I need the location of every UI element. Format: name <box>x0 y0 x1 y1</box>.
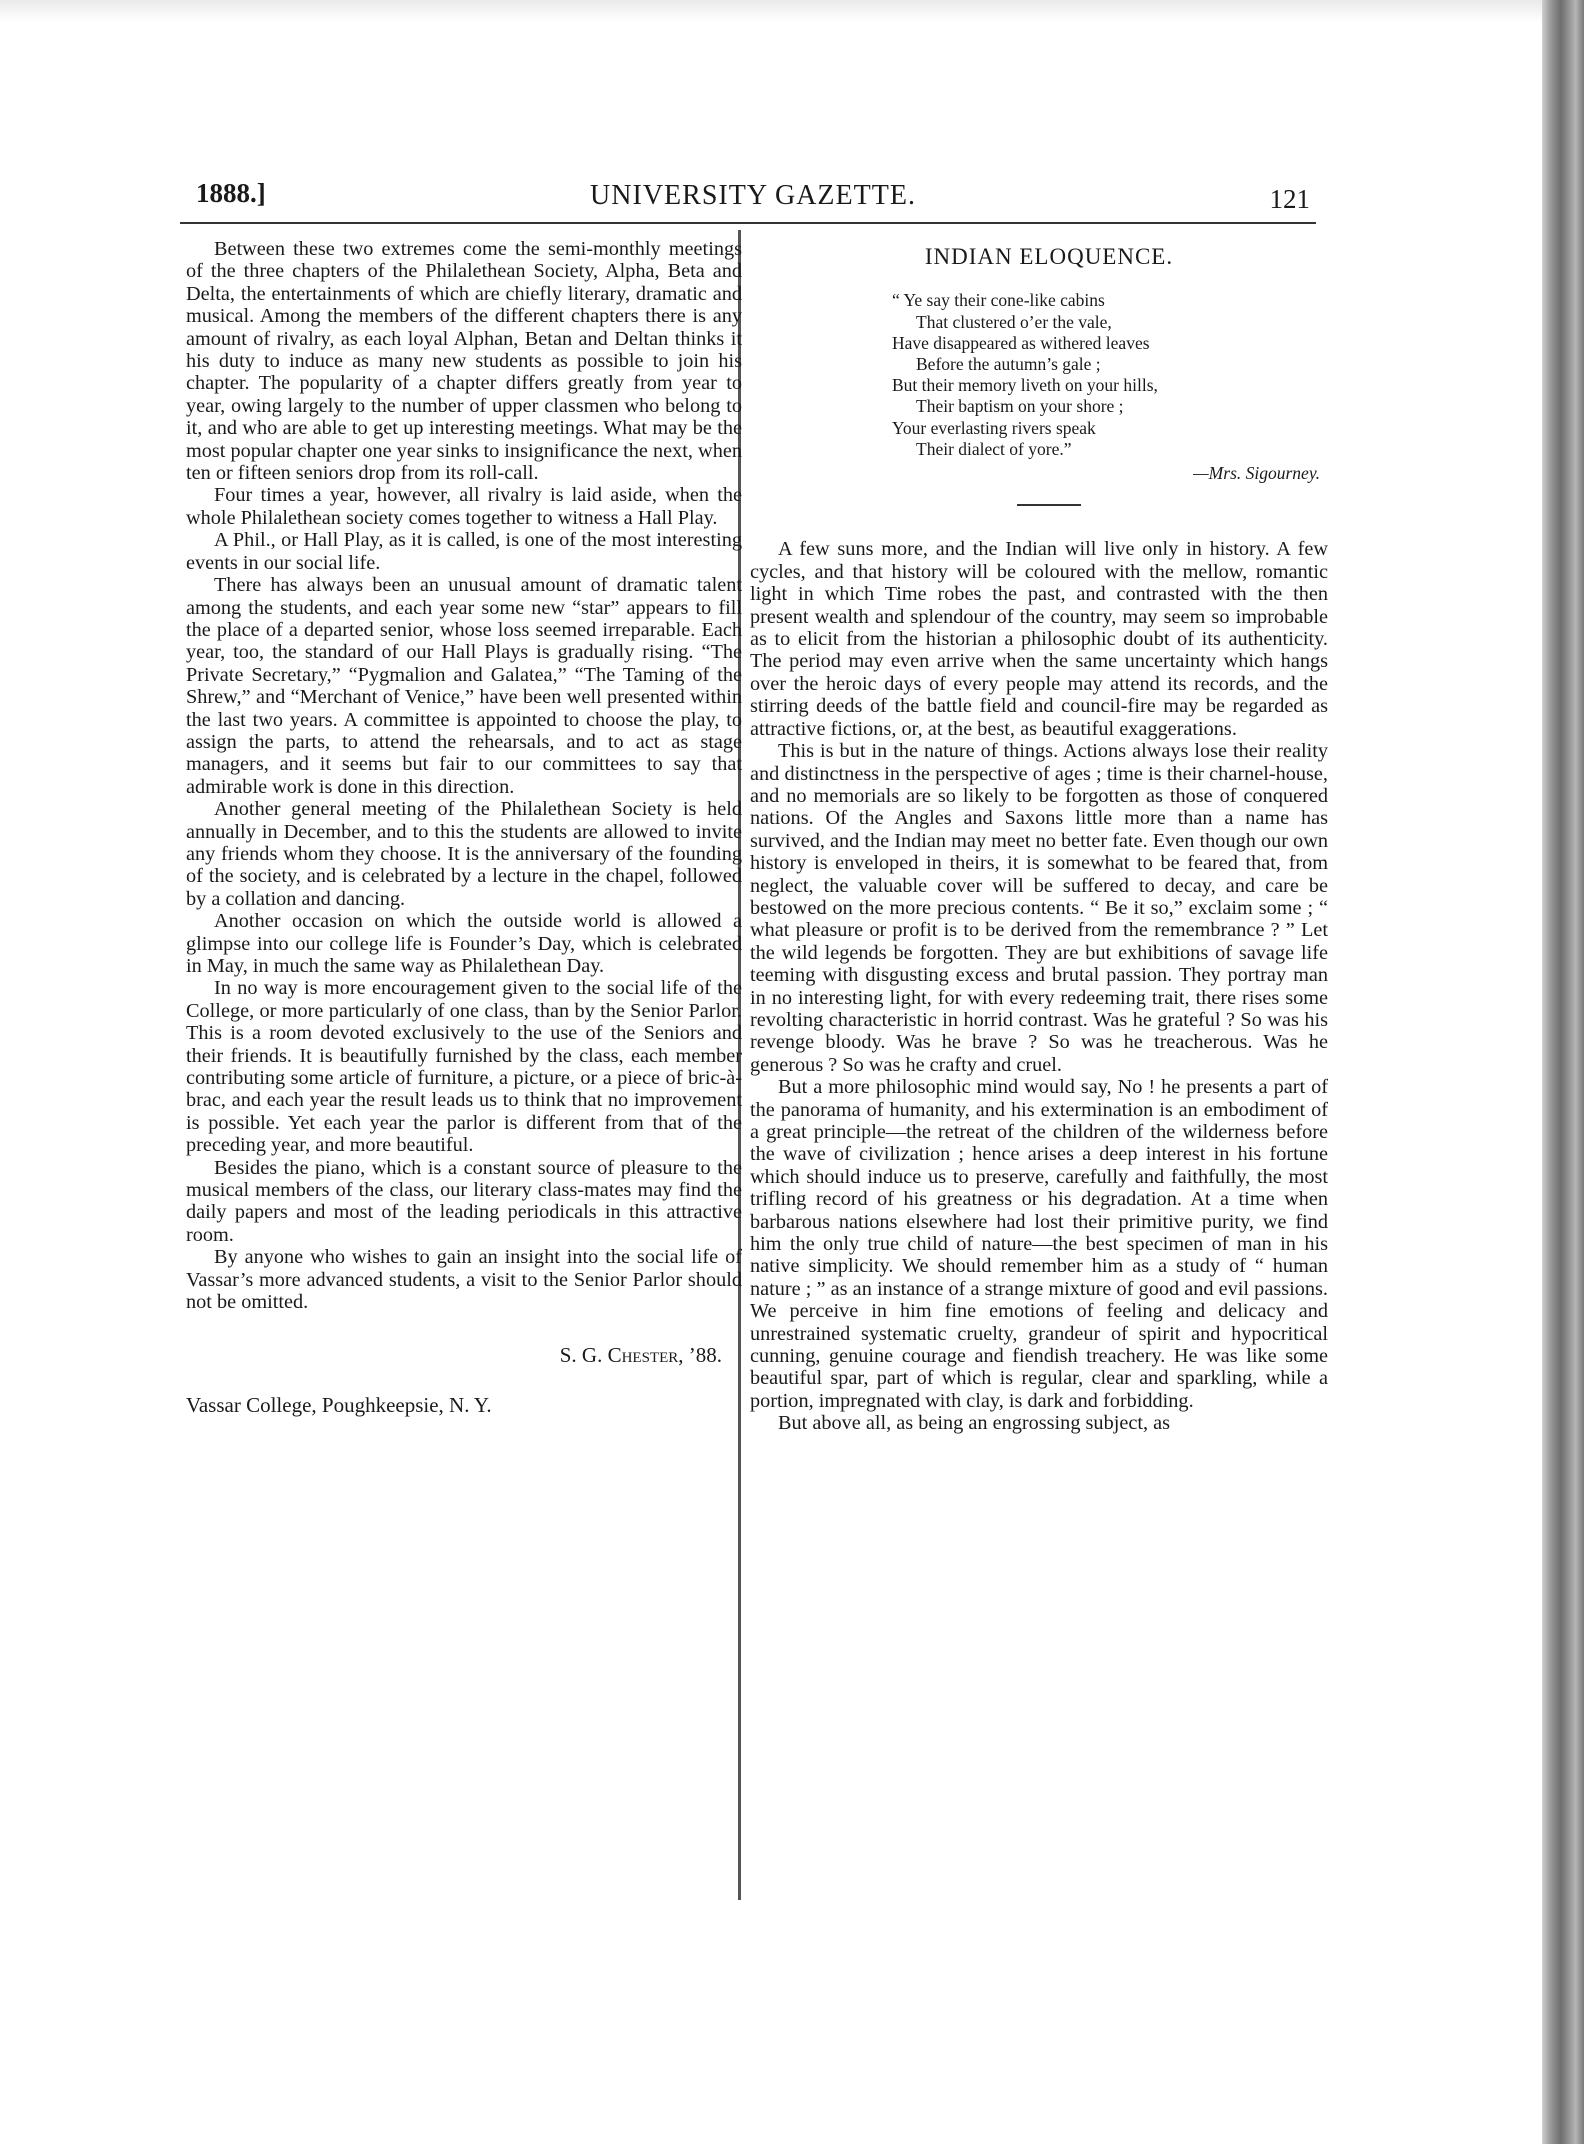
scan-top-shadow <box>0 0 1584 22</box>
page-number: 121 <box>1269 184 1310 214</box>
running-header <box>196 178 1310 218</box>
journal-title: UNIVERSITY GAZETTE. <box>590 180 916 211</box>
scan-page-edge <box>1542 0 1584 2144</box>
poem-line: “ Ye say their cone-like cabins <box>892 290 1105 311</box>
poem-line: Their dialect of yore.” <box>916 438 1072 459</box>
epigraph-poem <box>892 290 1328 460</box>
author-signature: S. G. Chester, ’88. <box>559 1342 722 1367</box>
left-column <box>186 238 742 1416</box>
paragraph: Besides the piano, which is a constant source of pleasure to the musical members of the class, our literary class-mates may find the daily papers and most of the leading periodicals in this attractive room. <box>186 1156 742 1246</box>
header-rule <box>180 222 1316 224</box>
poem-line: Before the autumn’s gale ; <box>916 354 1101 375</box>
poem-line: That clustered o’er the vale, <box>916 311 1112 332</box>
poem-line: Their baptism on your shore ; <box>916 396 1124 417</box>
paragraph: Between these two extremes come the semi-monthly meetings of the three chapters of the Philalethean Society, Alpha, Beta and Delta, the entertainments of which are chiefly literary, dramatic and musical. Among the members of the different chapters there is any amount of rivalry, as each loyal Alphan, Betan and Deltan thinks it his duty to induce as many new students as possible to join his chapter. The popularity of a chapter differs greatly from year to year, owing largely to the number of upper classmen who belong to it, and who are able to get up interesting meetings. What may be the most popular chapter one year sinks to insignificance the next, when ten or fifteen seniors drop from its roll-call. <box>186 238 742 485</box>
paragraph: A Phil., or Hall Play, as it is called, is one of the most interesting events in our social life. <box>186 529 742 574</box>
paragraph: Four times a year, however, all rivalry is laid aside, when the whole Philalethean society comes together to witness a Hall Play. <box>186 484 742 529</box>
paragraph: A few suns more, and the Indian will live only in history. A few cycles, and that history will be coloured with the mellow, romantic light in which Time robes the past, and contrasted with the then present wealth and splendour of the country, may seem so improbable as to elicit from the historian a philosophic doubt of its authenticity. The period may even arrive when the same uncertainty which hangs over the heroic days of every people may attend its records, and the stirring deeds of the battle field and council-fire may be regarded as attractive fictions, or, at the best, as beautiful exaggerations. <box>750 538 1328 740</box>
paragraph: But a more philosophic mind would say, No ! he presents a part of the panorama of humanity, and his extermination is an embodiment of a great principle—the retreat of the children of the wilderness before the wave of civilization ; hence arises a deep interest in his fortune which should induce us to preserve, carefully and faithfully, the most trifling record of his greatness or his degradation. At a time when barbarous nations elsewhere had lost their primitive purity, we find him the only true child of nature—the best specimen of man in his native simplicity. We should remember him as a study of “ human nature ; ” as an instance of a strange mixture of good and evil passions. We perceive in him fine emotions of feeling and delicacy and unrestrained systematic cruelty, grandeur of spirit and hypocritical cunning, genuine courage and fiendish treachery. He was like some beautiful spar, part of which is regular, clear and sparkling, while a portion, impregnated with clay, is dark and forbidding. <box>750 1076 1328 1412</box>
poem-attribution: —Mrs. Sigourney. <box>1193 463 1320 484</box>
poem-line: Your everlasting rivers speak <box>892 417 1096 438</box>
paragraph: This is but in the nature of things. Actions always lose their reality and distinctness in the perspective of ages ; time is their charnel-house, and no memorials are so likely to be forgotten as those of conquered nations. Of the Angles and Saxons little more than a name has survived, and the Indian may meet no better fate. Even though our own history is enveloped in theirs, it is somewhat to be feared that, from neglect, the valuable cover will be suffered to decay, and care be bestowed on the more precious contents. “ Be it so,” exclaim some ; “ what pleasure or profit is to be derived from the remembrance ? ” Let the wild legends be forgotten. They are but exhibitions of savage life teeming with disgusting excess and brutal passion. They portray man in no interesting light, for with every redeeming trait, there rises some revolting characteristic in horrid contrast. Was he grateful ? So was his revenge bloody. Was he brave ? So was he treacherous. Was he generous ? So was he crafty and cruel. <box>750 740 1328 1076</box>
paragraph: By anyone who wishes to gain an insight into the social life of Vassar’s more advanced students, a visit to the Senior Parlor should not be omitted. <box>186 1246 742 1314</box>
article-title: INDIAN ELOQUENCE. <box>924 244 1174 269</box>
paragraph: But above all, as being an engrossing subject, as <box>778 1412 1171 1435</box>
author-address: Vassar College, Poughkeepsie, N. Y. <box>186 1392 492 1417</box>
header-year: 1888.] <box>196 178 266 208</box>
paragraph: There has always been an unusual amount of dramatic talent among the students, and each year some new “star” appears to fill the place of a departed senior, whose loss seemed irreparable. Each year, too, the standard of our Hall Plays is gradually rising. “The Private Secretary,” “Pygmalion and Galatea,” “The Taming of the Shrew,” and “Merchant of Venice,” have been well presented within the last two years. A committee is appointed to choose the play, to assign the parts, to attend the rehearsals, and to act as stage managers, and it seems but fair to our committees to say that admirable work is done in this direction. <box>186 574 742 798</box>
poem-line: Have disappeared as withered leaves <box>892 332 1150 353</box>
paragraph: In no way is more encouragement given to the social life of the College, or more particularly of one class, than by the Senior Parlor. This is a room devoted exclusively to the use of the Seniors and their friends. It is beautifully furnished by the class, each member contributing some article of furniture, a picture, or a piece of bric-à-brac, and each year the result leads us to think that no improvement is possible. Yet each year the parlor is different from that of the preceding year, and more beautiful. <box>186 977 742 1157</box>
paragraph: Another occasion on which the outside world is allowed a glimpse into our college life is Founder’s Day, which is celebrated in May, in much the same way as Philalethean Day. <box>186 910 742 977</box>
poem-line: But their memory liveth on your hills, <box>892 375 1158 396</box>
section-rule <box>1017 504 1081 506</box>
paragraph: Another general meeting of the Philalethean Society is held annually in December, and to this the students are allowed to invite any friends whom they choose. It is the anniversary of the founding of the society, and is celebrated by a lecture in the chapel, followed by a collation and dancing. <box>186 798 742 910</box>
right-column <box>750 246 1328 1435</box>
